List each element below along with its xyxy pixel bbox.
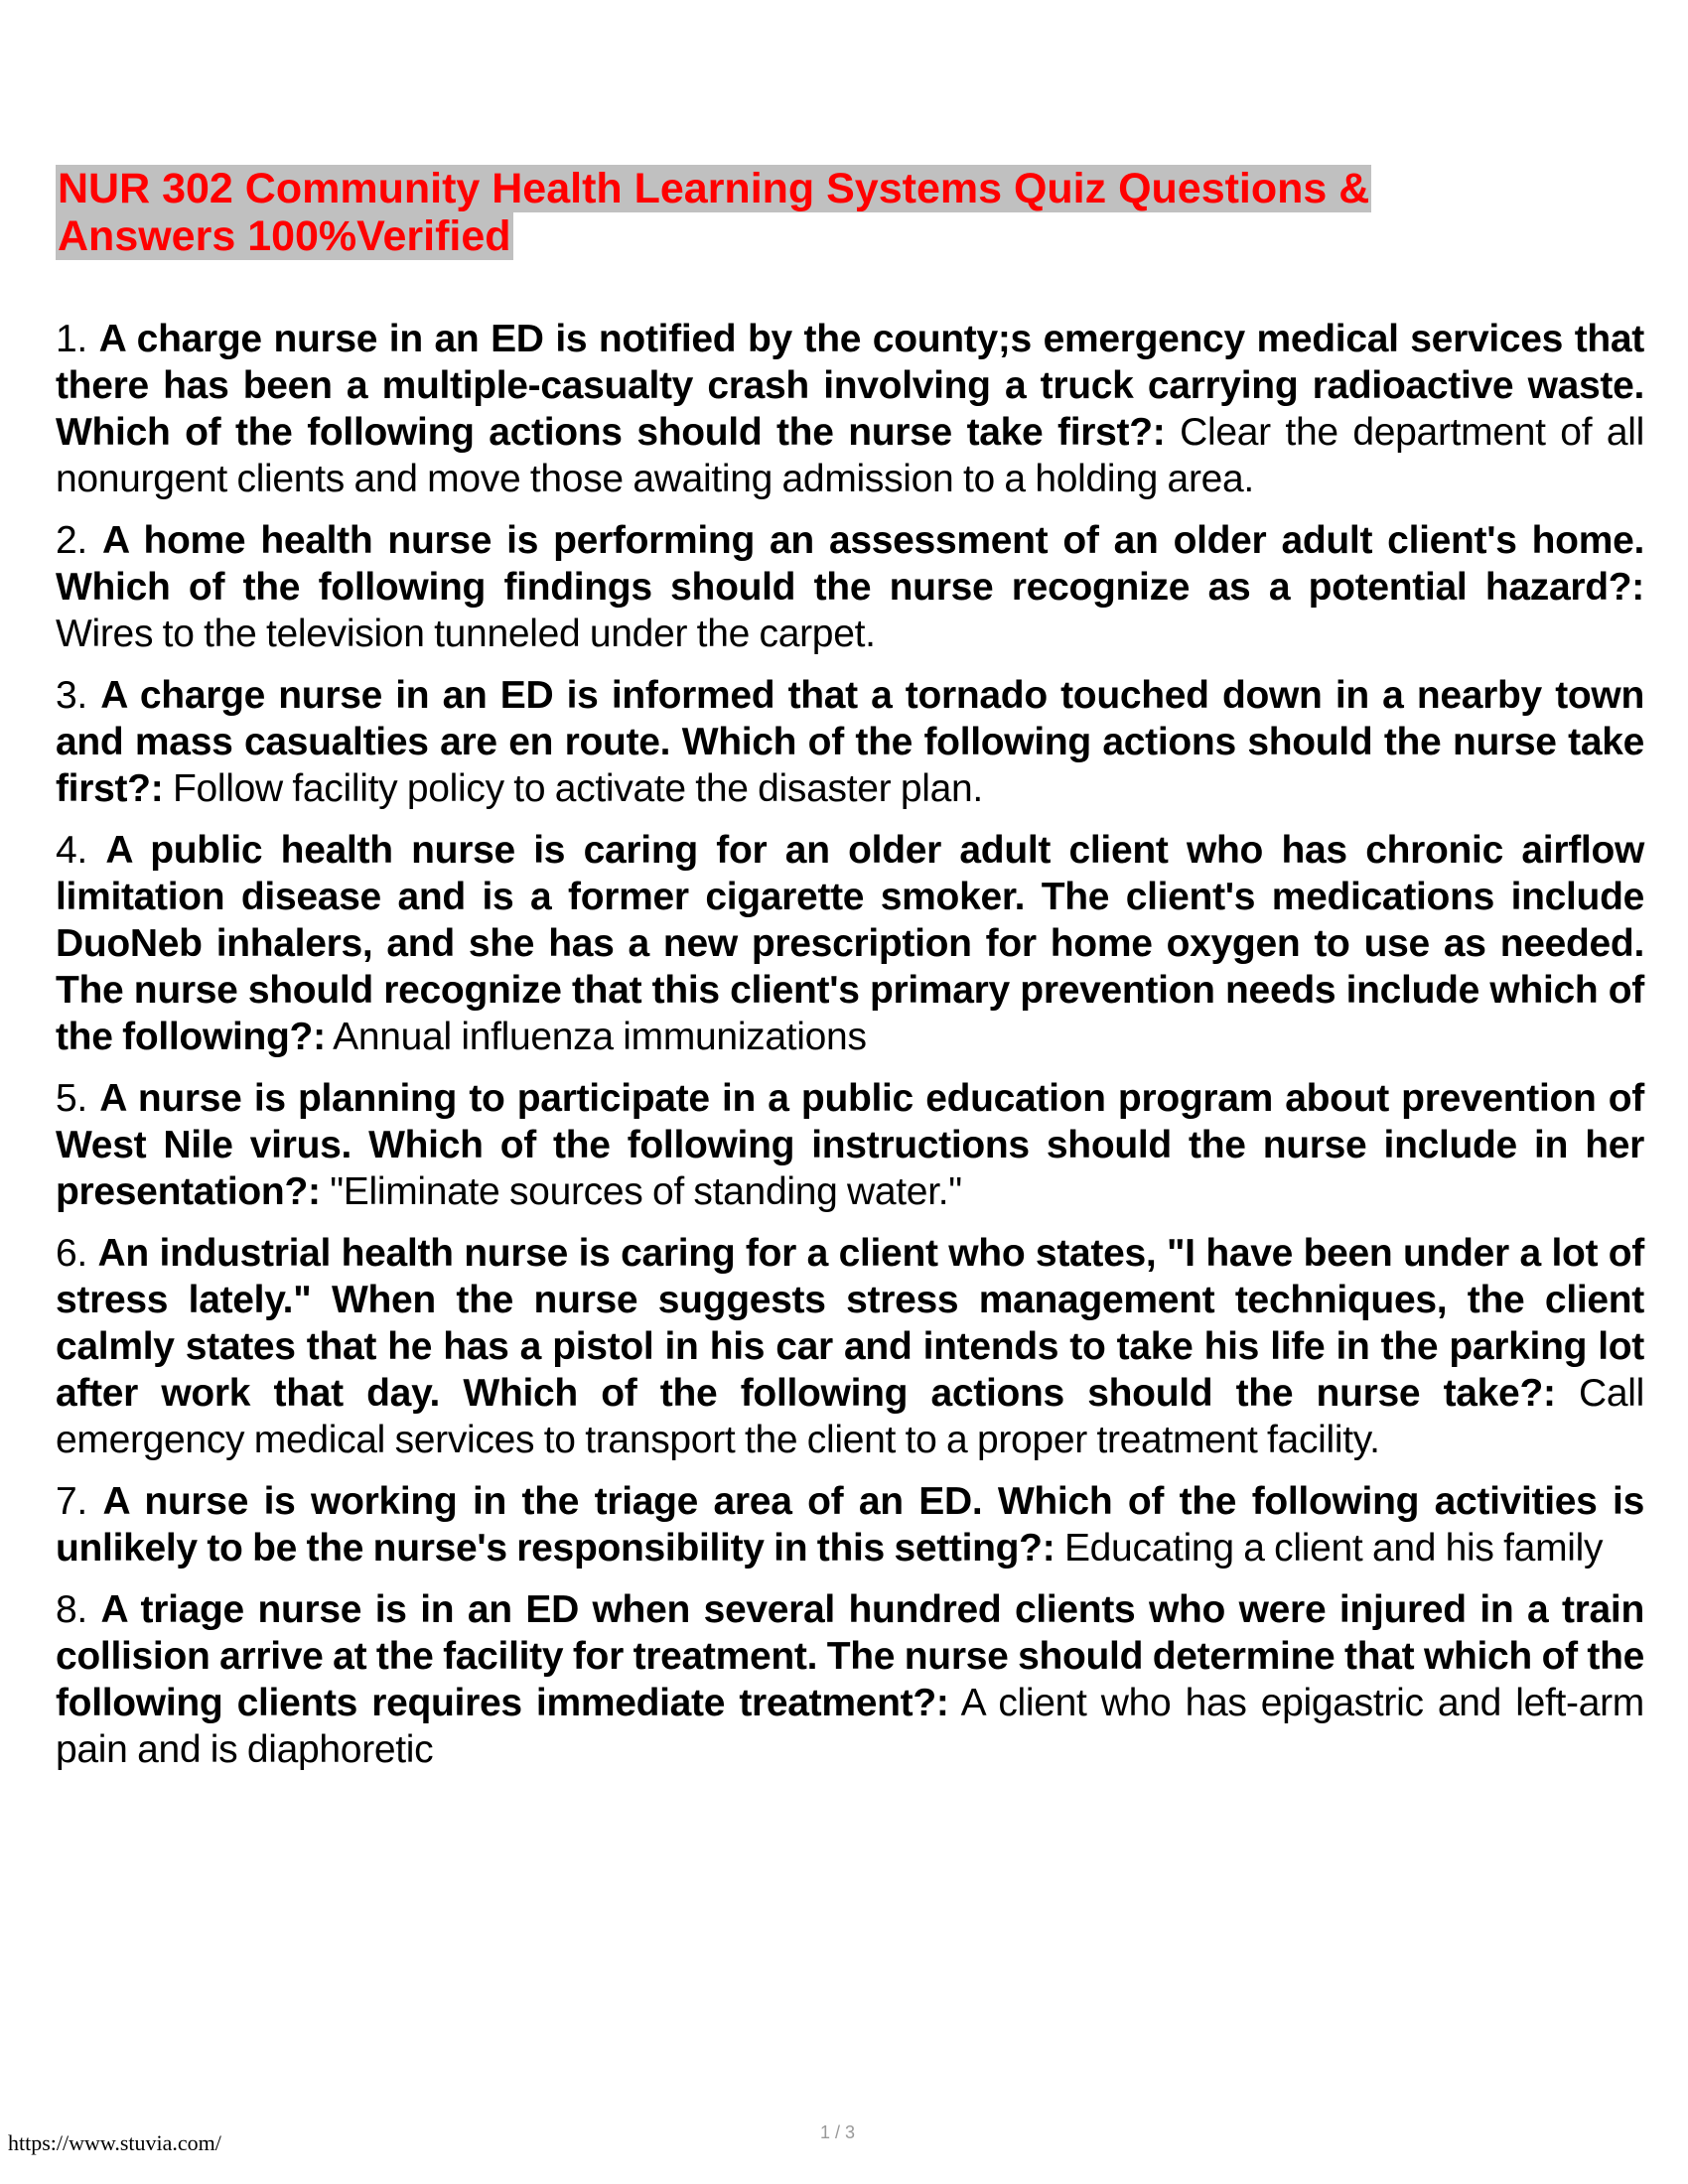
page-indicator: 1 / 3 — [820, 2122, 856, 2142]
qa-item-3 — [56, 672, 1644, 812]
qa-item-2 — [56, 517, 1644, 657]
question-text: A public health nurse is caring for an older adult client who has chronic airflow limitation disease and is a former cigarette smoker. The client's medications include DuoNeb inhalers, and she has a new prescription for home oxygen to use as needed. The nurse should recognize that this client's primary prevention needs include which of the following?: — [56, 829, 1644, 1058]
answer-text: Annual influenza immunizations — [333, 1016, 867, 1058]
qa-item-6 — [56, 1230, 1644, 1463]
answer-text: Wires to the television tunneled under the carpet. — [56, 613, 876, 655]
question-text: A home health nurse is performing an assessment of an older adult client's home. Which of the following findings should the nurse recognize as a potential hazard?: — [56, 519, 1644, 609]
item-number: 8. — [56, 1588, 87, 1631]
answer-text: Call emergency medical services to transport the client to a proper treatment facility. — [56, 1372, 1644, 1461]
question-answer-list — [56, 316, 1644, 1788]
item-number: 1. — [56, 318, 87, 360]
answer-text: "Eliminate sources of standing water." — [330, 1170, 962, 1213]
item-number: 2. — [56, 519, 87, 562]
answer-text: Follow facility policy to activate the disaster plan. — [172, 767, 983, 810]
document-title — [56, 165, 1644, 260]
question-text: A charge nurse in an ED is informed that a tornado touched down in a nearby town and mass casualties are en route. Which of the following actions should the nurse take first?: — [56, 674, 1644, 810]
item-number: 5. — [56, 1077, 87, 1120]
question-text: A charge nurse in an ED is notified by the county;s emergency medical services that there has been a multiple-casualty crash involving a truck carrying radioactive waste. Which of the following actions should the nurse take first?: — [56, 318, 1644, 454]
qa-item-8 — [56, 1586, 1644, 1773]
item-number: 6. — [56, 1232, 87, 1275]
question-text: A nurse is planning to participate in a public education program about prevention of West Nile virus. Which of the following instructions should the nurse include in her presentation?: — [56, 1077, 1644, 1213]
question-text: A triage nurse is in an ED when several hundred clients who were injured in a train collision arrive at the facility for treatment. The nurse should determine that which of the following clients requires immediate treatment?: — [56, 1588, 1644, 1724]
question-text: A nurse is working in the triage area of an ED. Which of the following activities is unlikely to be the nurse's responsibility in this setting?: — [56, 1480, 1644, 1570]
qa-item-1 — [56, 316, 1644, 502]
item-number: 7. — [56, 1480, 87, 1523]
qa-item-4 — [56, 827, 1644, 1060]
question-text: An industrial health nurse is caring for a client who states, "I have been under a lot of stress lately." When the nurse suggests stress management techniques, the client calmly states that he has a pistol in his car and intends to take his life in the parking lot after work that day. Which of the following actions should the nurse take?: — [56, 1232, 1644, 1415]
answer-text: Clear the department of all nonurgent clients and move those awaiting admission to a holding area. — [56, 411, 1644, 500]
title-line-2: Answers 100%Verified — [58, 212, 511, 260]
qa-item-7 — [56, 1478, 1644, 1571]
item-number: 4. — [56, 829, 87, 872]
item-number: 3. — [56, 674, 87, 717]
answer-text: Educating a client and his family — [1063, 1527, 1604, 1570]
qa-item-5 — [56, 1075, 1644, 1215]
footer-url-link[interactable]: https://www.stuvia.com/ — [8, 2130, 221, 2155]
title-line-1: NUR 302 Community Health Learning Systems Quiz Questions & — [58, 165, 1370, 212]
answer-text: A client who has epigastric and left-arm pain and is diaphoretic — [56, 1682, 1644, 1771]
